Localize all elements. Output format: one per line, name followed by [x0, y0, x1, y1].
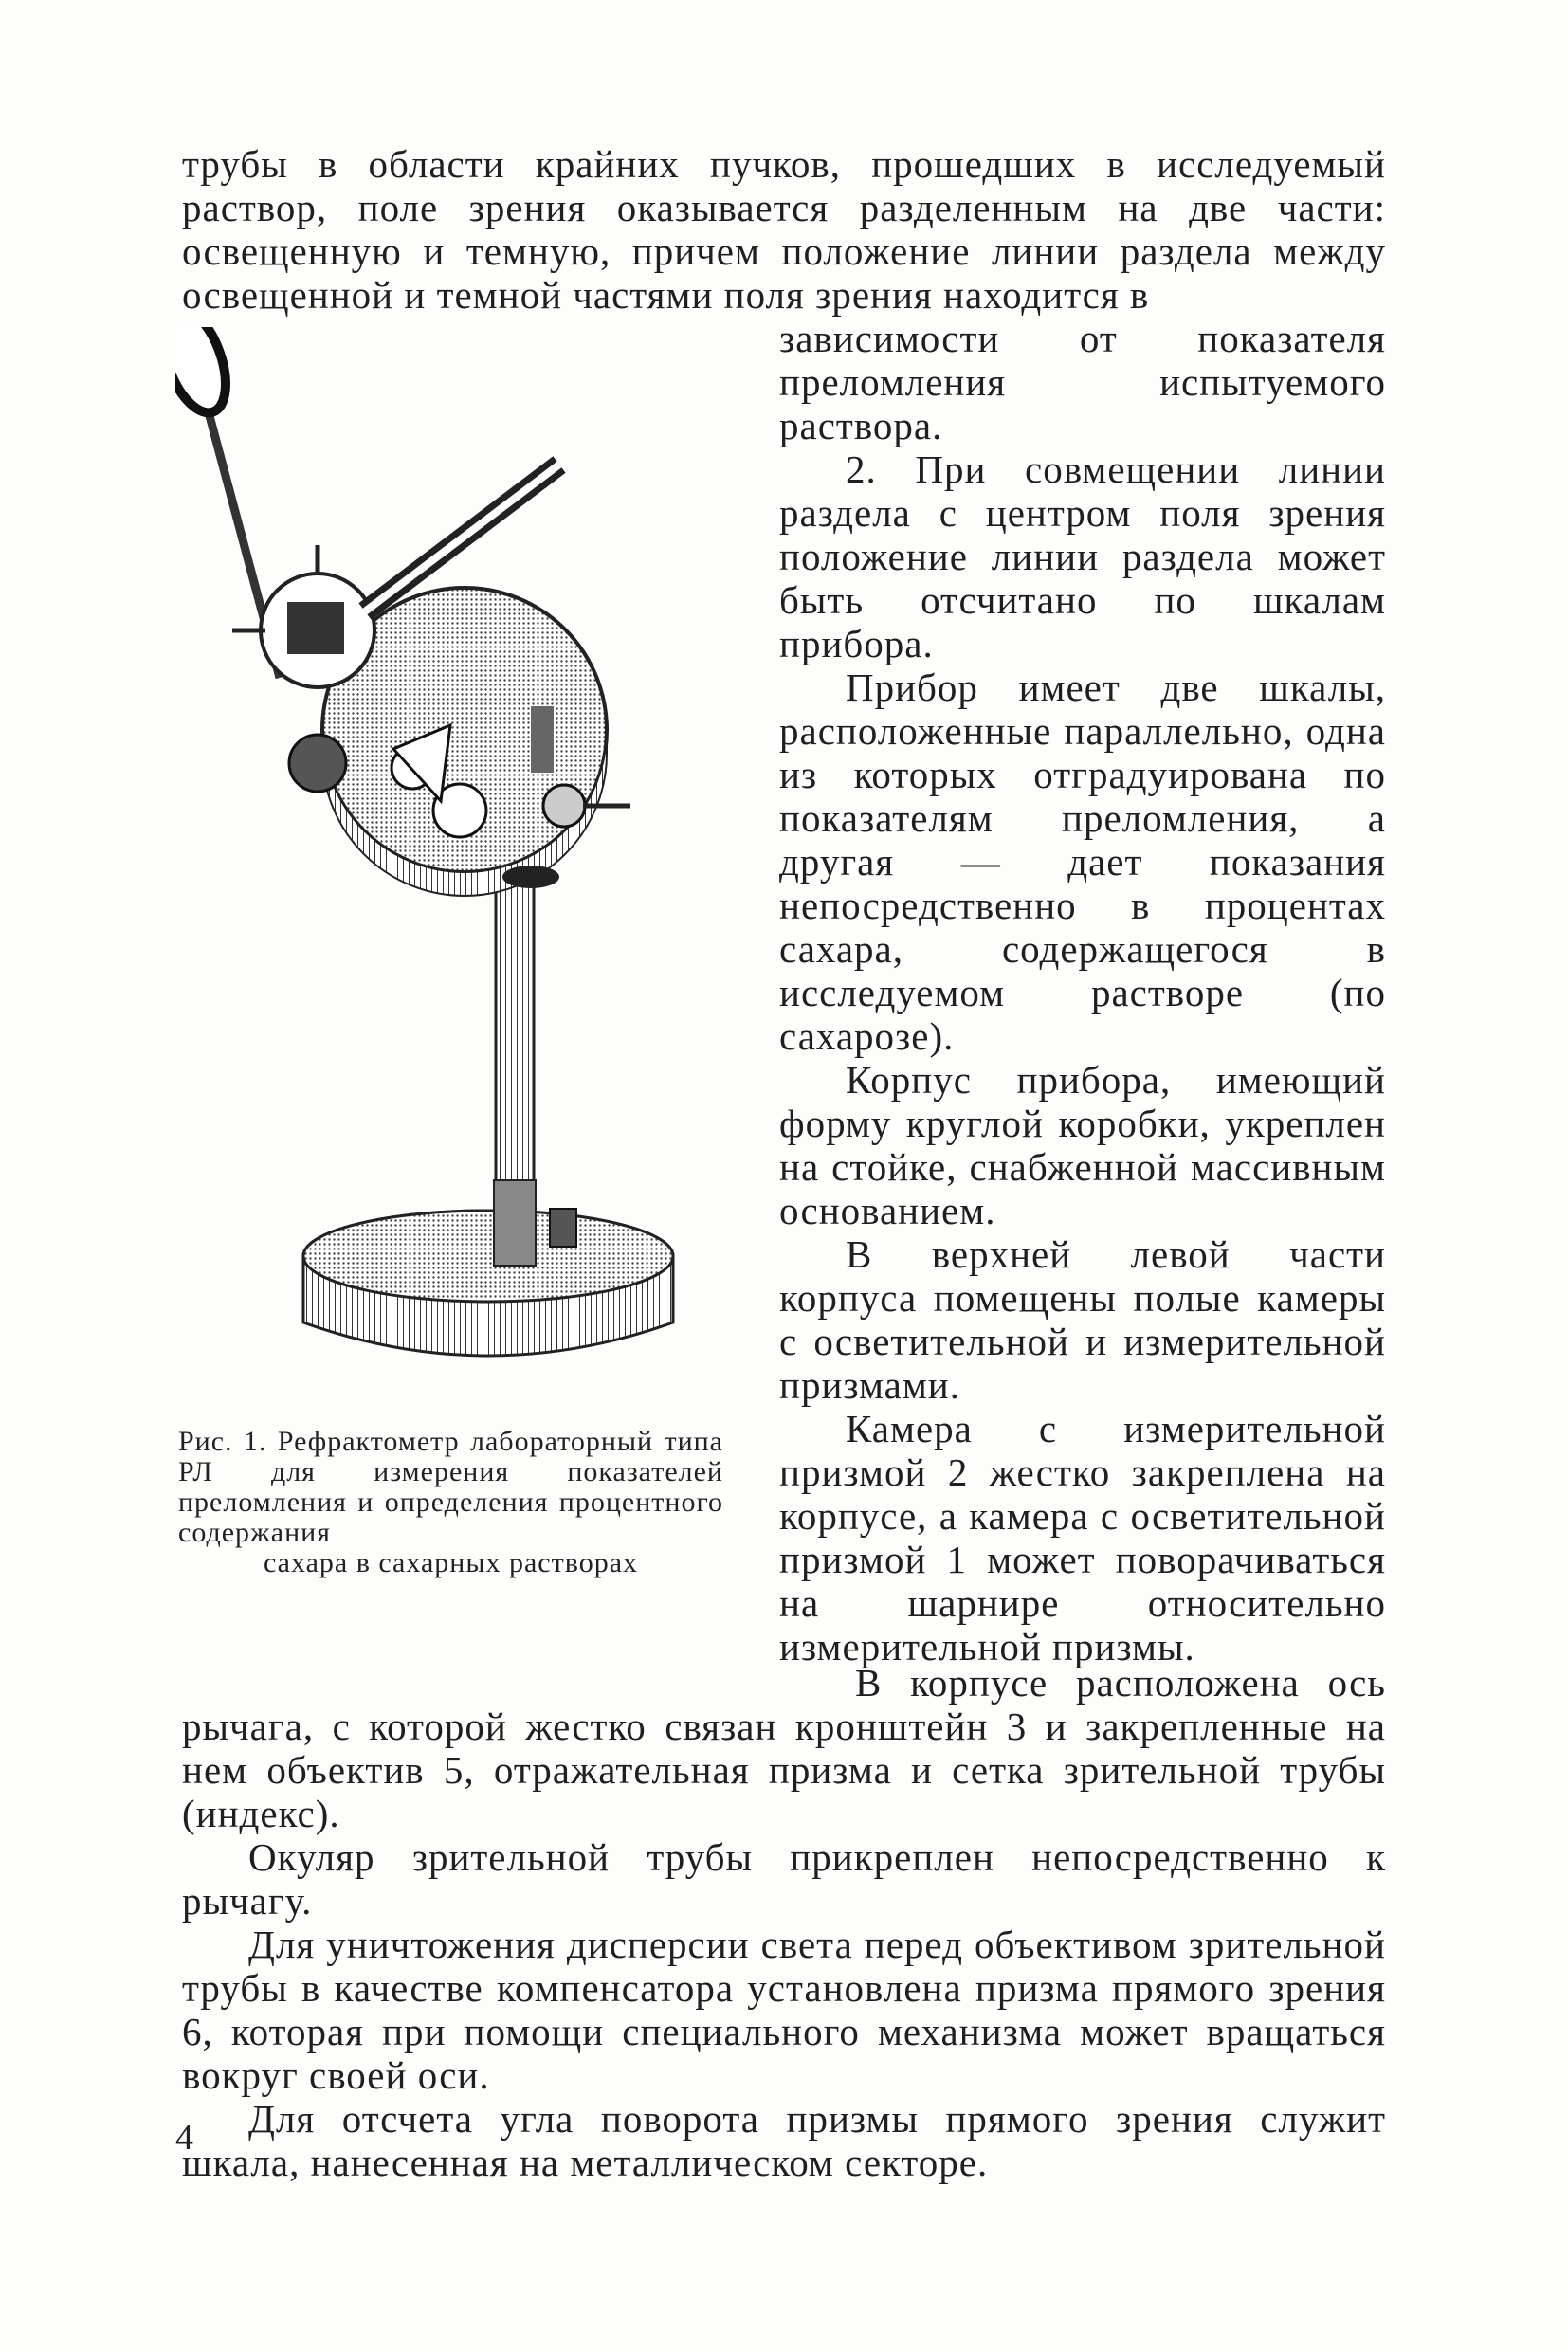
paragraph-side-2: 2. При совмещении линии раздела с центром поля зрения положение линии раздела может быть отсчитано по шкалам прибора.: [779, 447, 1386, 665]
paragraph-side-6: Камера с измерительной призмой 2 жестко закреплена на корпусе, а камера с осветительной призмой 1 может поворачиваться на шарнире относительно измерительной призмы.: [779, 1407, 1386, 1668]
figure-caption: [178, 1427, 723, 1578]
side-text-column: [779, 317, 1386, 1668]
paragraph-bottom-2: Окуляр зрительной трубы прикреплен непосредственно к рычагу.: [182, 1835, 1386, 1923]
paragraph-bottom-1: В корпусе расположена ось рычага, с которой жестко связан кронштейн 3 и закрепленные на нем объектив 5, отражательная призма и сетка зрительной трубы (индекс).: [182, 1661, 1386, 1835]
paragraph-top: трубы в области крайних пучков, прошедших в исследуемый раствор, поле зрения оказывается разделенным на две части: освещенную и темную, причем положение линии раздела между освещенной и темной частями поля зрения находится в: [182, 142, 1386, 317]
paragraph-bottom-4: Для отсчета угла поворота призмы прямого зрения служит шкала, нанесенная на металлическом секторе.: [182, 2097, 1386, 2184]
caption-last-line: сахара в сахарных растворах: [263, 1547, 639, 1578]
top-text-block: [182, 142, 1386, 317]
refractometer-illustration: [175, 327, 754, 1422]
caption-main: Рис. 1. Рефрактометр лабораторный типа РЛ для измерения показателей преломления и определения процентного содержания: [178, 1426, 723, 1548]
bottom-text-block: [182, 1661, 1386, 2184]
refractometer-figure: [175, 327, 754, 1422]
paragraph-side-1: зависимости от показателя преломления испытуемого раствора.: [779, 317, 1386, 447]
paragraph-side-3: Прибор имеет две шкалы, расположенные параллельно, одна из которых отградуирована по показателям преломления, а другая — дает показания непосредственно в процентах сахара, содержащегося в исследуемом растворе (по сахарозе).: [779, 665, 1386, 1058]
paragraph-side-4: Корпус прибора, имеющий форму круглой коробки, укреплен на стойке, снабженной массивным основанием.: [779, 1058, 1386, 1232]
paragraph-bottom-3: Для уничтожения дисперсии света перед объективом зрительной трубы в качестве компенсатора установлена призма прямого зрения 6, которая при помощи специального механизма может вращаться вокруг своей оси.: [182, 1923, 1386, 2097]
paragraph-side-5: В верхней левой части корпуса помещены полые камеры с осветительной и измерительной призмами.: [779, 1232, 1386, 1407]
page-number: 4: [175, 2118, 193, 2158]
